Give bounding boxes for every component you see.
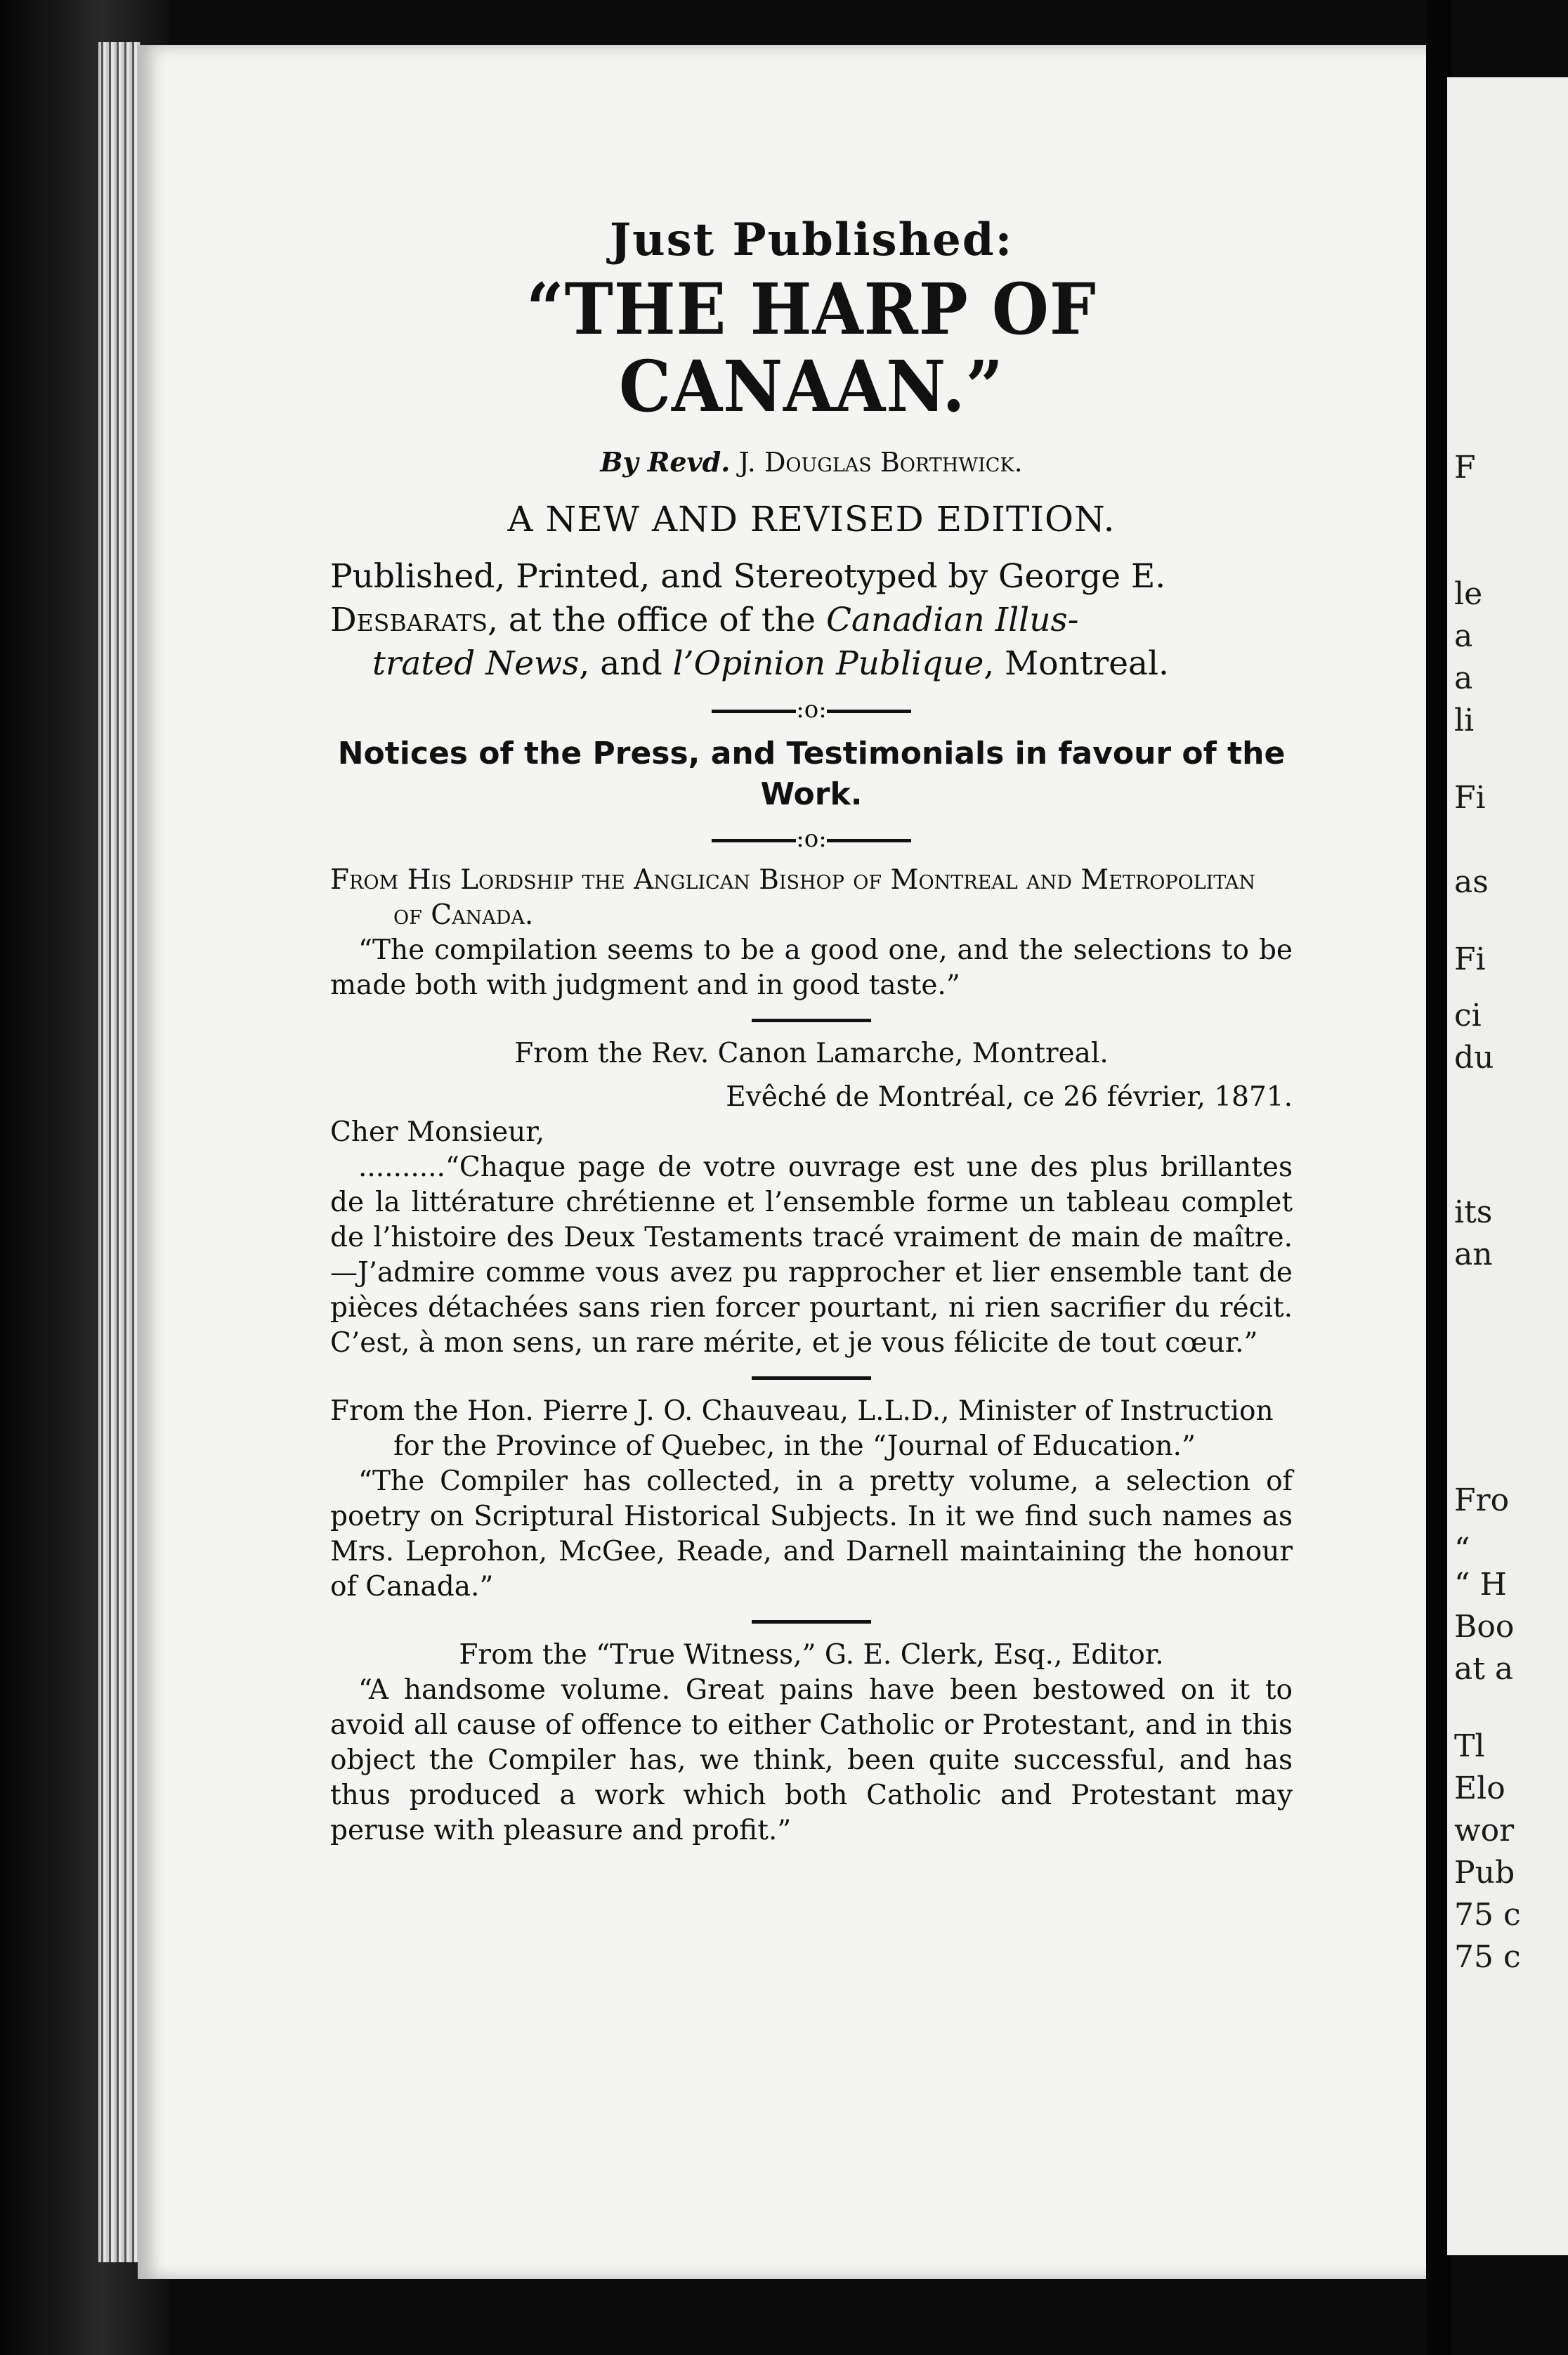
facing-page-fragment: “	[1454, 1532, 1470, 1567]
lamarche-date: Evêché de Montréal, ce 26 février, 1871.	[726, 1081, 1293, 1113]
bishop-quote: “The compilation seems to be a good one, and the selections to be made both with judgment and in good taste.”	[330, 934, 1293, 1001]
facing-page-fragment: Boo	[1454, 1609, 1515, 1645]
chauveau-quote: “The Compiler has collected, in a pretty volume, a selection of poetry on Scriptural Historical Subjects. In it we find such names as Mrs. Leprohon, McGee, Reade, and Darnell maintaining the honour of Canada.”	[330, 1466, 1293, 1603]
chauveau-attribution: From the Hon. Pierre J. O. Chauveau, L.L.D., Minister of Instruction for the Province of Quebec, in the “Journal of Education.”	[330, 1395, 1274, 1462]
facing-page-fragment: Fro	[1454, 1482, 1510, 1518]
next-page	[1447, 77, 1568, 2255]
author-name: J. Douglas Borthwick.	[738, 447, 1023, 478]
facing-page-fragment: du	[1454, 1040, 1494, 1076]
divider: :o:	[330, 696, 1293, 724]
section-rule	[752, 1019, 871, 1022]
facing-page-fragment: Tl	[1454, 1728, 1485, 1764]
publication-name-1b: trated News	[372, 644, 580, 683]
publisher-paragraph	[330, 555, 1293, 686]
publisher-line-2: , at the office of the	[487, 601, 826, 639]
facing-page-fragment: 75 c	[1454, 1939, 1521, 1975]
facing-page-fragment: “ H	[1454, 1567, 1507, 1603]
witness-attribution: From the “True Witness,” G. E. Clerk, Esq., Editor.	[459, 1639, 1164, 1671]
facing-page-fragment: at a	[1454, 1651, 1514, 1687]
facing-page-fragment: Fi	[1454, 780, 1486, 816]
advertisement-text	[330, 211, 1293, 1848]
facing-page-fragment: a	[1454, 660, 1473, 696]
divider-2: :o:	[330, 825, 1293, 853]
section-rule	[752, 1376, 871, 1380]
facing-page-fragment: ci	[1454, 998, 1482, 1033]
lamarche-quote: ..........“Chaque page de votre ouvrage est une des plus brillantes de la littérature chrétienne et l’ensemble forme un tableau complet de l’histoire des Deux Testaments tracé vraiment de main de maître.—J’admire comme vous avez pu rapprocher et lier ensemble tant de pièces détachées sans rien forcer pourtant, ni rien sacrifier du récit. C’est, à mon sens, un rare mérite, et je vous félicite de tout cœur.”	[330, 1152, 1293, 1359]
book-title: “THE HARP OF CANAAN.”	[526, 268, 1097, 428]
publication-name-2: l’Opinion Publique	[672, 644, 984, 683]
lamarche-attribution: From the Rev. Canon Lamarche, Montreal.	[514, 1038, 1109, 1069]
lamarche-salutation: Cher Monsieur,	[330, 1116, 545, 1148]
facing-page-fragment: li	[1454, 703, 1475, 738]
byline	[330, 446, 1293, 478]
facing-page-fragment: its	[1454, 1194, 1493, 1230]
facing-page-fragment: wor	[1454, 1813, 1515, 1848]
edition-line: A NEW AND REVISED EDITION.	[507, 499, 1116, 540]
facing-page-fragment: F	[1454, 450, 1476, 485]
facing-page-fragment: Pub	[1454, 1855, 1515, 1891]
witness-quote: “A handsome volume. Great pains have been bestowed on it to avoid all cause of offence to either Catholic or Protestant, and in this object the Compiler has, we think, been quite successful, and has thus produced a work which both Catholic and Protestant may peruse with pleasure and profit.”	[330, 1674, 1293, 1846]
just-published-heading: Just Published:	[609, 214, 1014, 266]
publisher-name: Desbarats	[330, 601, 488, 639]
bishop-attribution: From His Lordship the Anglican Bishop of Montreal and Metropolitan of Canada.	[330, 864, 1255, 931]
notices-heading: Notices of the Press, and Testimonials in favour of the Work.	[337, 736, 1286, 812]
facing-page-fragment: a	[1454, 618, 1473, 654]
facing-page-fragment: 75 c	[1454, 1897, 1521, 1933]
section-rule	[752, 1620, 871, 1624]
page-stack	[98, 42, 141, 2262]
facing-page-fragment: Fi	[1454, 941, 1486, 977]
by-prefix: By Revd.	[600, 446, 731, 478]
facing-page-fragment: le	[1454, 576, 1483, 612]
publication-name-1: Canadian Illus-	[825, 601, 1079, 639]
publisher-line-1: Published, Printed, and Stereotyped by George E.	[330, 557, 1166, 596]
publisher-line-3: , and	[579, 644, 673, 683]
facing-page-fragment: Elo	[1454, 1770, 1505, 1806]
publisher-city: , Montreal.	[984, 644, 1169, 683]
facing-page-fragment: an	[1454, 1237, 1493, 1272]
facing-page-fragment: as	[1454, 864, 1489, 900]
